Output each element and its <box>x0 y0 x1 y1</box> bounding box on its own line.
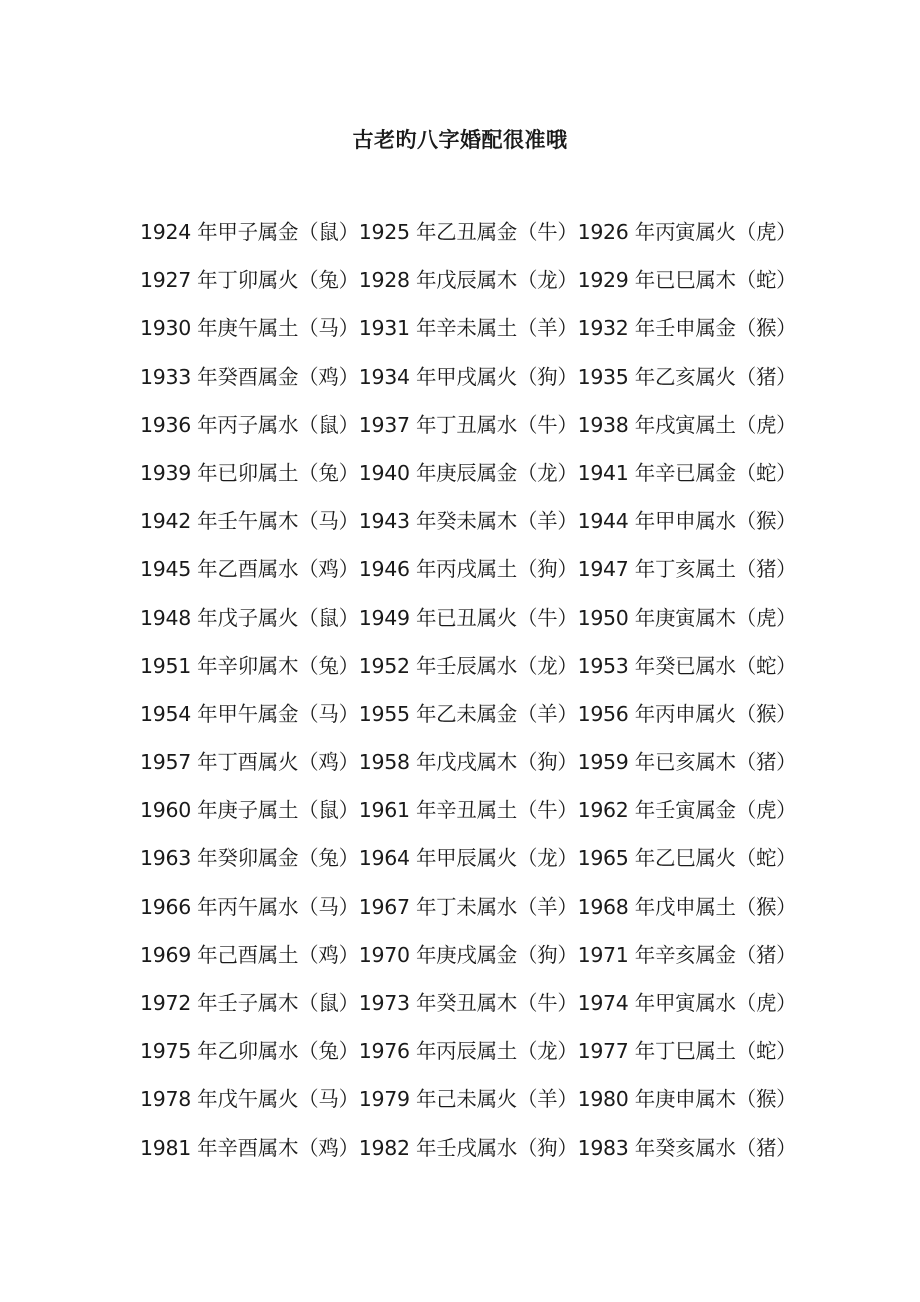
zodiac-line: 1924 年甲子属金（鼠）1925 年乙丑属金（牛）1926 年丙寅属火（虎） <box>140 220 797 244</box>
zodiac-line: 1981 年辛酉属木（鸡）1982 年壬戌属水（狗）1983 年癸亥属水（猪） <box>140 1135 797 1160</box>
zodiac-line: 1960 年庚子属土（鼠）1961 年辛丑属土（牛）1962 年壬寅属金（虎） <box>140 798 797 823</box>
zodiac-line: 1948 年戊子属火（鼠）1949 年已丑属火（牛）1950 年庚寅属木（虎） <box>140 605 797 630</box>
zodiac-line: 1978 年戊午属火（马）1979 年己未属火（羊）1980 年庚申属木（猴） <box>140 1087 797 1112</box>
zodiac-line: 1930 年庚午属土（马）1931 年辛未属土（羊）1932 年壬申属金（猴） <box>140 316 797 341</box>
zodiac-line: 1933 年癸酉属金（鸡）1934 年甲戌属火（狗）1935 年乙亥属火（猪） <box>140 364 797 389</box>
zodiac-line: 1936 年丙子属水（鼠）1937 年丁丑属水（牛）1938 年戌寅属土（虎） <box>140 412 797 437</box>
zodiac-line: 1939 年已卯属土（兔）1940 年庚辰属金（龙）1941 年辛已属金（蛇） <box>140 460 797 485</box>
zodiac-line: 1942 年壬午属木（马）1943 年癸未属木（羊）1944 年甲申属水（猴） <box>140 509 797 534</box>
zodiac-line: 1963 年癸卯属金（兔）1964 年甲辰属火（龙）1965 年乙巳属火（蛇） <box>140 846 797 871</box>
zodiac-line: 1957 年丁酉属火（鸡）1958 年戊戌属木（狗）1959 年已亥属木（猪） <box>140 750 797 775</box>
zodiac-line: 1972 年壬子属木（鼠）1973 年癸丑属木（牛）1974 年甲寅属水（虎） <box>140 991 797 1015</box>
zodiac-line: 1945 年乙酉属水（鸡）1946 年丙戌属土（狗）1947 年丁亥属土（猪） <box>140 557 797 582</box>
document-title: 古老旳八字婚配很准哦 <box>352 128 568 152</box>
zodiac-line: 1969 年己酉属土（鸡）1970 年庚戌属金（狗）1971 年辛亥属金（猪） <box>140 942 797 967</box>
zodiac-year-list <box>140 216 797 1180</box>
zodiac-line: 1954 年甲午属金（马）1955 年乙未属金（羊）1956 年丙申属火（猴） <box>140 701 797 726</box>
zodiac-line: 1927 年丁卯属火（兔）1928 年戊辰属木（龙）1929 年已巳属木（蛇） <box>140 268 797 293</box>
zodiac-line: 1975 年乙卯属水（兔）1976 年丙辰属土（龙）1977 年丁巳属土（蛇） <box>140 1039 797 1064</box>
zodiac-line: 1966 年丙午属水（马）1967 年丁未属水（羊）1968 年戊申属土（猴） <box>140 894 797 919</box>
zodiac-line: 1951 年辛卯属木（兔）1952 年壬辰属水（龙）1953 年癸已属水（蛇） <box>140 653 797 678</box>
